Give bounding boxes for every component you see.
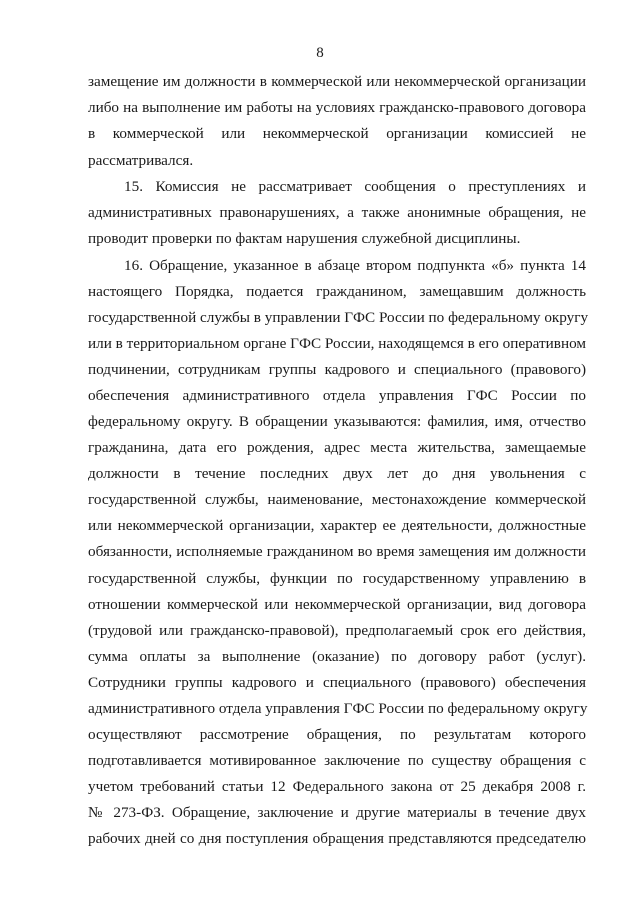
text-line: либо на выполнение им работы на условиях гражданско-правового договора <box>88 99 586 116</box>
text-line: административных правонарушениях, а также анонимные обращения, не <box>88 204 586 221</box>
text-line: должности в течение последних двух лет до дня увольнения с <box>88 465 586 482</box>
text-line: замещение им должности в коммерческой или некоммерческой организации <box>88 73 586 90</box>
text-line: Сотрудники группы кадрового и специального (правового) обеспечения <box>88 674 586 691</box>
text-line: в коммерческой или некоммерческой организации комиссией не <box>88 125 586 142</box>
text-line: (трудовой или гражданско-правовой), предполагаемый срок его действия, <box>88 622 586 639</box>
text-line: настоящего Порядка, подается гражданином, замещавшим должность <box>88 283 586 300</box>
text-line: государственной службы, функции по государственному управлению в <box>88 570 586 587</box>
text-line: государственной службы, наименование, местонахождение коммерческой <box>88 491 586 508</box>
text-line: сумма оплаты за выполнение (оказание) по договору работ (услуг). <box>88 648 586 665</box>
text-line: государственной службы в управлении ГФС России по федеральному округу <box>88 309 589 326</box>
text-line: рабочих дней со дня поступления обращения представляются председателю <box>88 830 586 847</box>
text-line: гражданина, дата его рождения, адрес места жительства, замещаемые <box>88 439 586 456</box>
text-line: отношении коммерческой или некоммерческой организации, вид договора <box>88 596 586 613</box>
text-line: обеспечения административного отдела управления ГФС России по <box>88 387 586 404</box>
text-line: учетом требований статьи 12 Федерального закона от 25 декабря 2008 г. <box>88 778 586 795</box>
text-line: или некоммерческой организации, характер ее деятельности, должностные <box>88 517 586 534</box>
text-line: подготавливается мотивированное заключение по существу обращения с <box>88 752 586 769</box>
text-line: обязанности, исполняемые гражданином во время замещения им должности <box>88 543 586 560</box>
paragraph-16-first-line: 16. Обращение, указанное в абзаце втором подпункта «б» пункта 14 <box>124 257 586 274</box>
text-line: рассматривался. <box>88 152 194 169</box>
text-line: проводит проверки по фактам нарушения служебной дисциплины. <box>88 230 521 247</box>
text-line: федеральному округу. В обращении указываются: фамилия, имя, отчество <box>88 413 586 430</box>
text-line: или в территориальном органе ГФС России, находящемся в его оперативном <box>88 335 586 352</box>
text-line: № 273-ФЗ. Обращение, заключение и другие материалы в течение двух <box>88 804 586 821</box>
text-line: подчинении, сотрудникам группы кадрового и специального (правового) <box>88 361 586 378</box>
paragraph-15-first-line: 15. Комиссия не рассматривает сообщения о преступлениях и <box>124 178 586 195</box>
page-number: 8 <box>316 45 324 61</box>
text-line: осуществляют рассмотрение обращения, по результатам которого <box>88 726 586 743</box>
text-line: административного отдела управления ГФС России по федеральному округу <box>88 700 588 717</box>
